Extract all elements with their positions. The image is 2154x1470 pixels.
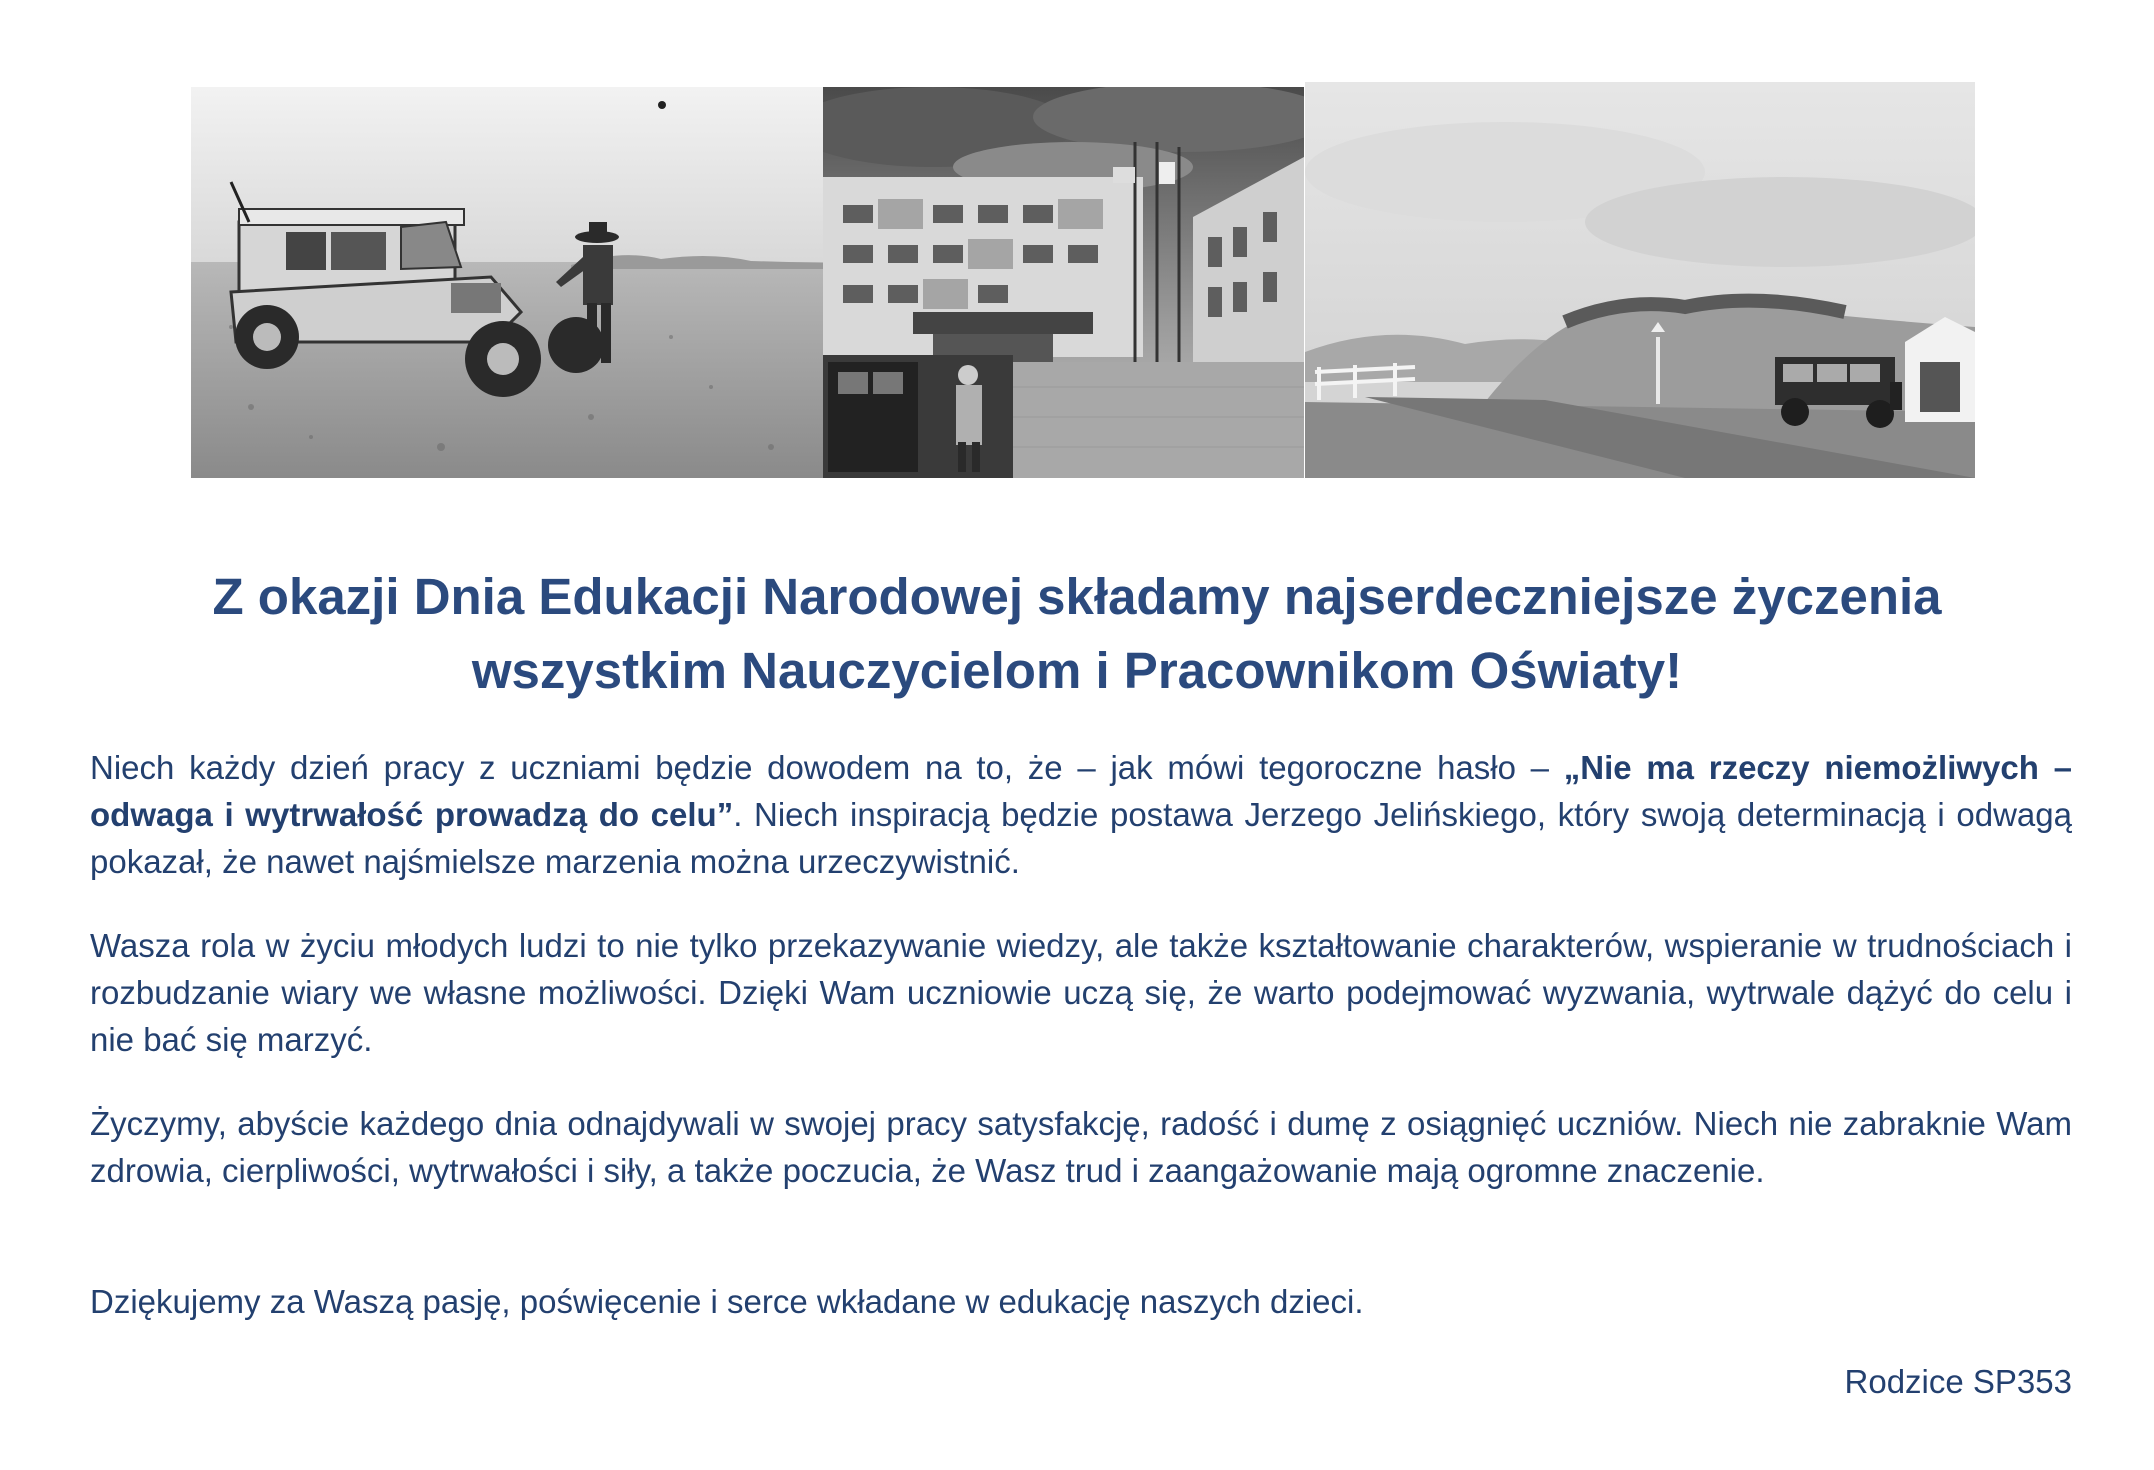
paragraph-thanks: Dziękujemy za Waszą pasję, poświęcenie i serce wkładane w edukację naszych dzieci. xyxy=(90,1283,1364,1320)
greeting-headline xyxy=(90,560,2064,708)
vintage-car-desert-photo xyxy=(191,87,823,478)
paragraph-role: Wasza rola w życiu młodych ludzi to nie tylko przekazywanie wiedzy, ale także kształtowanie charakterów, wspieranie w trudnościach i rozbudzanie wiary we własne możliwości. Dzięki Wam uczniowie uczą się, że warto podejmować wyzwania, wytrwale dążyć do celu i nie bać się marzyć. xyxy=(90,927,2072,1058)
paragraph-motto xyxy=(90,744,2072,885)
headline-line-1: Z okazji Dnia Edukacji Narodowej składamy najserdeczniejsze życzenia xyxy=(212,568,1942,625)
paragraph-1-rest: . Niech inspiracją będzie postawa Jerzego Jelińskiego, który swoją determinacją i odwagą pokazał, że nawet najśmielsze marzenia można urzeczywistnić. xyxy=(90,796,2072,880)
headline-line-2: wszystkim Nauczycielom i Pracownikom Oświaty! xyxy=(471,642,1683,699)
school-building-photo xyxy=(823,87,1304,478)
photo-strip xyxy=(191,82,1975,478)
vintage-car-road-photo xyxy=(1305,82,1975,478)
paragraph-1-intro: Niech każdy dzień pracy z uczniami będzie dowodem na to, że – jak mówi tegoroczne hasło – xyxy=(90,749,1564,786)
paragraph-wishes: Życzymy, abyście każdego dnia odnajdywali w swojej pracy satysfakcję, radość i dumę z osiągnięć uczniów. Niech nie zabraknie Wam zdrowia, cierpliwości, wytrwałości i siły, a także poczucia, że Wasz trud i zaangażowanie mają ogromne znaczenie. xyxy=(90,1105,2072,1189)
motto-quote: „Nie ma rzeczy niemożliwych – odwaga i wytrwałość prowadzą do celu” xyxy=(90,749,2072,833)
signature: Rodzice SP353 xyxy=(1844,1363,2072,1400)
